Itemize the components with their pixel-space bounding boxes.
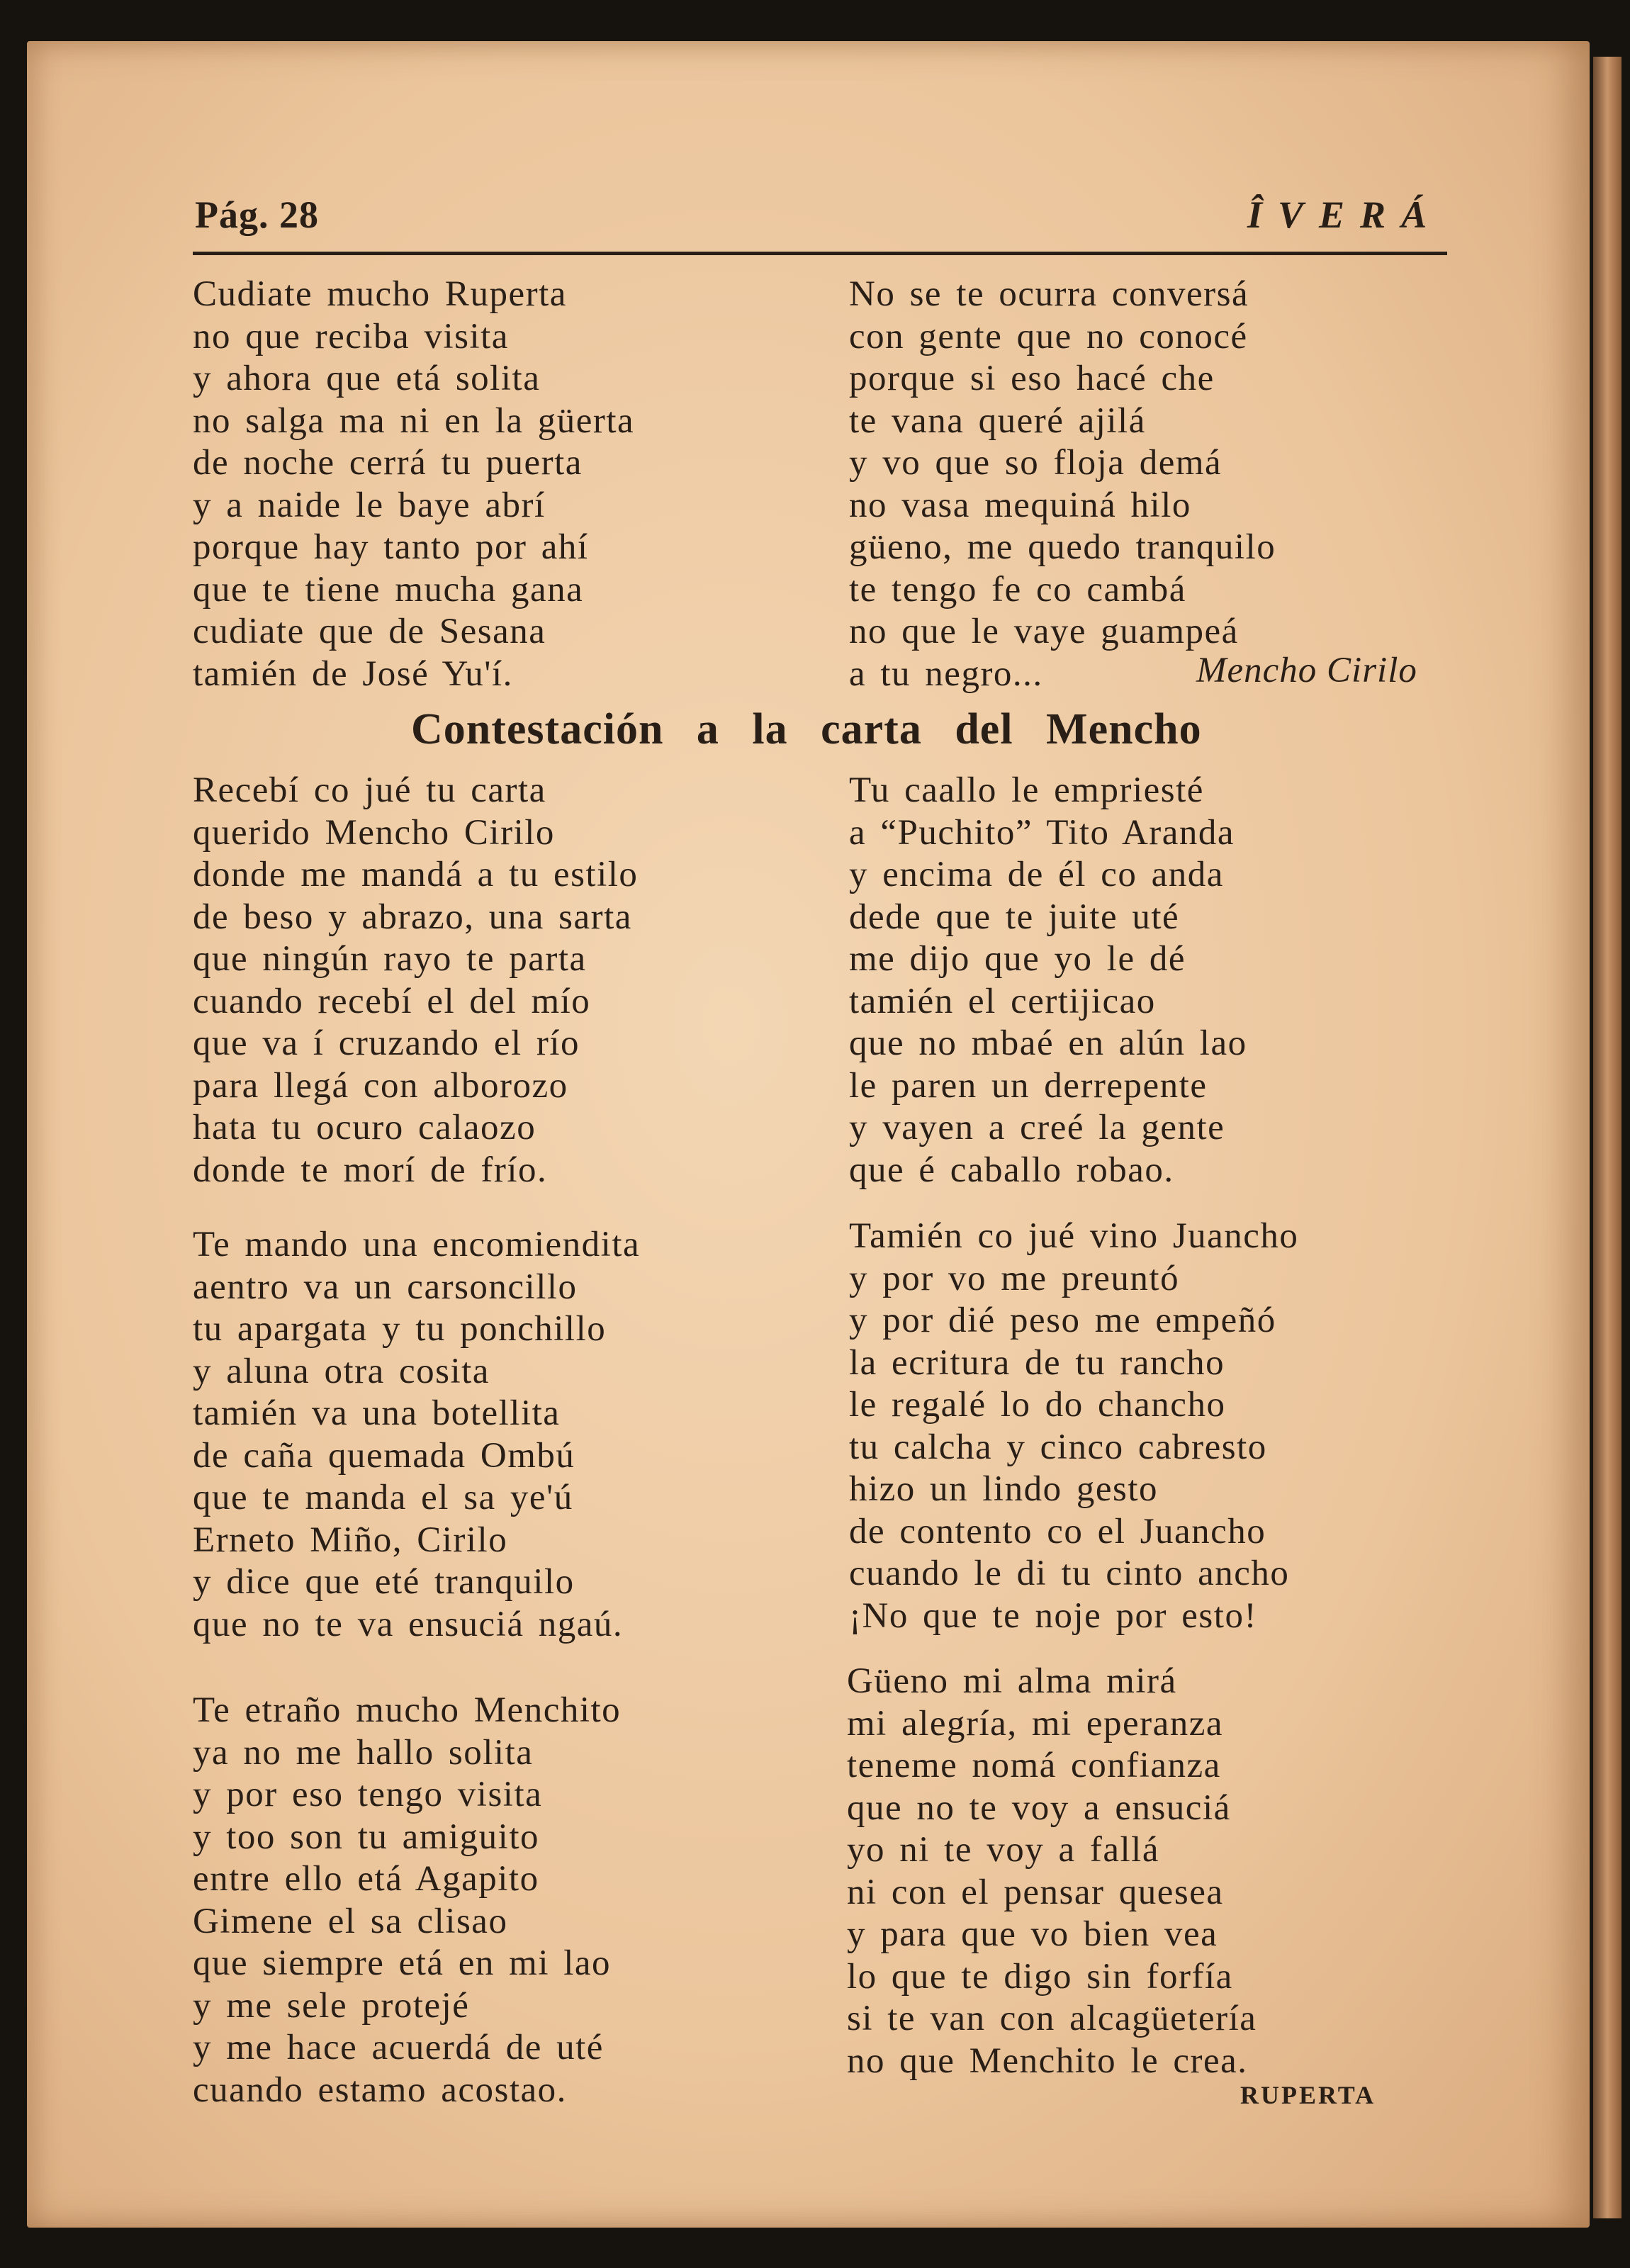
reply-stanza-3 <box>193 1224 640 1646</box>
verse-line: Tamién co jué vino Juancho <box>849 1216 1299 1256</box>
verse-line: teneme nomá confianza <box>847 1746 1221 1785</box>
verse-line: ni con el pensar quesea <box>847 1872 1224 1912</box>
verse-line: le regalé lo do chancho <box>849 1385 1226 1425</box>
section-title: Contestación a la carta del Mencho <box>411 705 1202 753</box>
verse-line: cuando le di tu cinto ancho <box>849 1554 1290 1593</box>
verse-line: yo ni te voy a fallá <box>847 1830 1159 1870</box>
reply-stanza-5 <box>193 1690 621 2111</box>
letter-stanza-left <box>193 274 634 695</box>
reply-signature: RUPERTA <box>1240 2081 1376 2109</box>
verse-line: y me sele protejé <box>193 1985 470 2026</box>
verse-line: querido Mencho Cirilo <box>193 812 555 853</box>
verse-line: tamién el certijicao <box>849 981 1156 1021</box>
verse-line: ¡No que te noje por esto! <box>849 1595 1257 1636</box>
verse-line: ya no me hallo solita <box>193 1732 534 1773</box>
verse-line: dede que te juite uté <box>849 897 1180 937</box>
verse-line: Erneto Miño, Cirilo <box>193 1520 508 1560</box>
header-rule <box>193 252 1447 255</box>
verse-line: Cudiate mucho Ruperta <box>193 274 567 314</box>
verse-line: güeno, me quedo tranquilo <box>849 527 1276 567</box>
verse-line: que é caballo robao. <box>849 1150 1174 1190</box>
verse-line: que va í cruzando el río <box>193 1023 580 1063</box>
verse-line: cuando recebí el del mío <box>193 981 591 1021</box>
verse-line: que te manda el sa ye'ú <box>193 1478 573 1517</box>
verse-line: le paren un derrepente <box>849 1065 1208 1106</box>
verse-line: cudiate que de Sesana <box>193 612 546 651</box>
verse-line: que te tiene mucha gana <box>193 569 584 610</box>
verse-line: no que Menchito le crea. <box>847 2040 1248 2081</box>
verse-line: no que reciba visita <box>193 316 509 357</box>
verse-line: y encima de él co anda <box>849 855 1224 894</box>
verse-line: y vo que so floja demá <box>849 443 1222 483</box>
page-edge <box>1593 57 1621 2218</box>
verse-line: me dijo que yo le dé <box>849 939 1186 979</box>
verse-line: aentro va un carsoncillo <box>193 1267 578 1307</box>
verse-line: que ningún rayo te parta <box>193 939 587 979</box>
verse-line: te vana queré ajilá <box>849 400 1146 441</box>
verse-line: si te van con alcagüetería <box>847 1999 1257 2038</box>
reply-stanza-2 <box>849 770 1247 1191</box>
verse-line: hata tu ocuro calaozo <box>193 1108 536 1147</box>
verse-line: lo que te digo sin forfía <box>847 1956 1233 1997</box>
verse-line: entre ello etá Agapito <box>193 1859 539 1899</box>
verse-line: con gente que no conocé <box>849 316 1248 357</box>
verse-line: a “Puchito” Tito Aranda <box>849 812 1235 853</box>
verse-line: de noche cerrá tu puerta <box>193 443 583 483</box>
verse-line: Te mando una encomiendita <box>193 1225 641 1264</box>
verse-line: no que le vaye guampeá <box>849 612 1239 651</box>
verse-line: no salga ma ni en la güerta <box>193 400 635 441</box>
verse-line: y por vo me preuntó <box>849 1258 1180 1298</box>
verse-line: y too son tu amiguito <box>193 1817 539 1857</box>
verse-line: que no te voy a ensuciá <box>847 1787 1231 1828</box>
letter-signature: Mencho Cirilo <box>1196 651 1417 690</box>
verse-line: hizo un lindo gesto <box>849 1469 1159 1509</box>
verse-line: No se te ocurra conversá <box>849 274 1249 314</box>
verse-line: y me hace acuerdá de uté <box>193 2028 604 2067</box>
reply-stanza-4 <box>849 1216 1298 1637</box>
verse-line: donde me mandá a tu estilo <box>193 855 639 894</box>
verse-line: tamién de José Yu'í. <box>193 653 513 694</box>
verse-line: Güeno mi alma mirá <box>847 1661 1177 1701</box>
verse-line: donde te morí de frío. <box>193 1150 548 1190</box>
verse-line: que no mbaé en alún lao <box>849 1023 1247 1063</box>
verse-line: de contento co el Juancho <box>849 1511 1266 1551</box>
verse-line: Te etraño mucho Menchito <box>193 1690 622 1730</box>
verse-line: y a naide le baye abrí <box>193 485 546 525</box>
verse-line: de beso y abrazo, una sarta <box>193 897 632 937</box>
letter-stanza-right <box>849 274 1276 695</box>
verse-line: la ecritura de tu rancho <box>849 1342 1225 1383</box>
running-header-title: ÎVERÁ <box>1247 193 1443 236</box>
verse-line: que no te va ensuciá ngaú. <box>193 1604 624 1644</box>
verse-line: no vasa mequiná hilo <box>849 485 1191 525</box>
verse-line: y ahora que etá solita <box>193 359 541 398</box>
verse-line: que siempre etá en mi lao <box>193 1943 612 1983</box>
verse-line: y para que vo bien vea <box>847 1914 1218 1954</box>
verse-line: a tu negro... <box>849 653 1043 694</box>
verse-line: te tengo fe co cambá <box>849 569 1186 610</box>
verse-line: y vayen a creé la gente <box>849 1108 1225 1147</box>
verse-line: y dice que eté tranquilo <box>193 1562 575 1602</box>
verse-line: y por eso tengo visita <box>193 1775 543 1814</box>
verse-line: Tu caallo le empriesté <box>849 770 1204 810</box>
verse-line: Recebí co jué tu carta <box>193 770 546 810</box>
verse-line: tu apargata y tu ponchillo <box>193 1309 607 1349</box>
verse-line: porque hay tanto por ahí <box>193 527 589 567</box>
verse-line: tamién va una botellita <box>193 1393 561 1433</box>
verse-line: Gimene el sa clisao <box>193 1901 508 1941</box>
verse-line: para llegá con alborozo <box>193 1065 568 1106</box>
verse-line: porque si eso hacé che <box>849 359 1215 398</box>
verse-line: tu calcha y cinco cabresto <box>849 1427 1267 1467</box>
reply-stanza-1 <box>193 770 638 1191</box>
verse-line: mi alegría, mi eperanza <box>847 1703 1224 1744</box>
verse-line: de caña quemada Ombú <box>193 1435 575 1476</box>
page-number: Pág. 28 <box>195 193 319 236</box>
verse-line: y aluna otra cosita <box>193 1351 490 1391</box>
reply-stanza-6 <box>847 1661 1257 2082</box>
verse-line: y por dié peso me empeñó <box>849 1301 1276 1340</box>
verse-line: cuando estamo acostao. <box>193 2070 567 2110</box>
